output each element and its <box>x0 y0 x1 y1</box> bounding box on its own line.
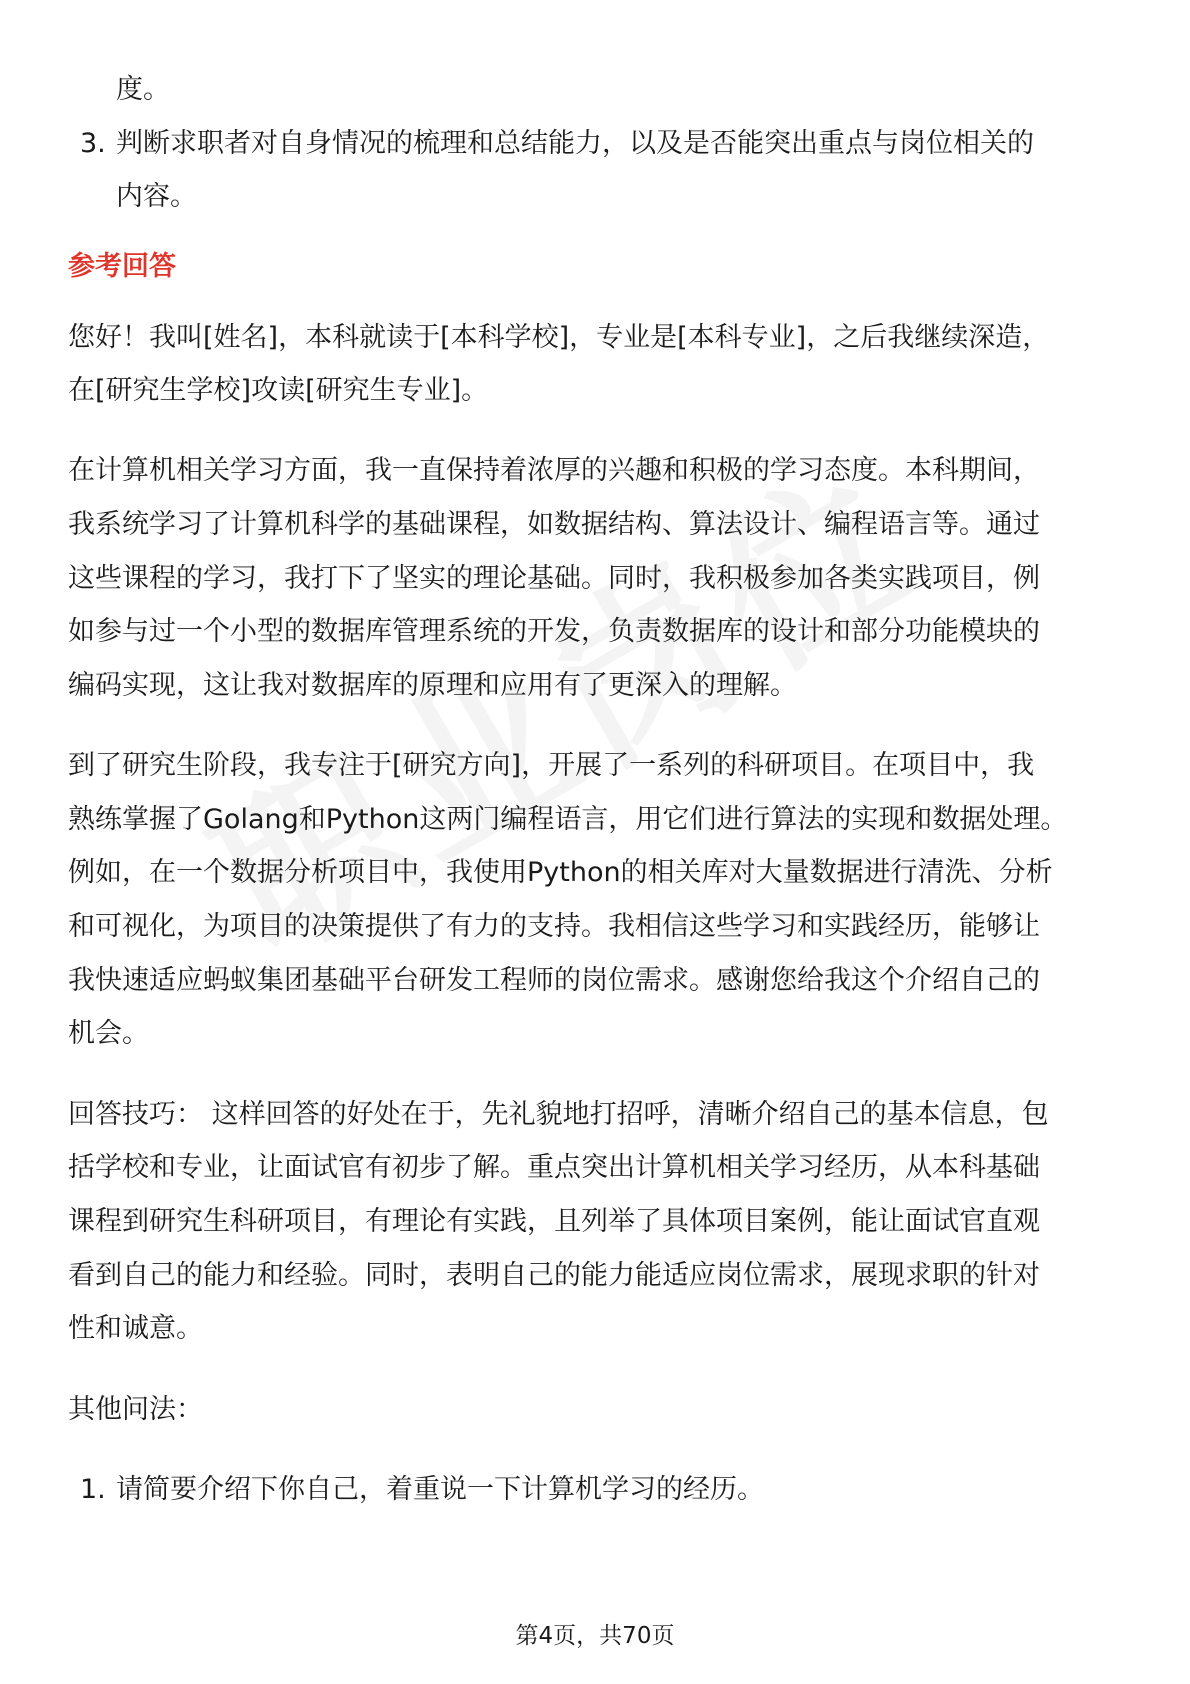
list-item-continuation: 度。 <box>116 74 170 105</box>
paragraph-line: 如参与过一个小型的数据库管理系统的开发，负责数据库的设计和部分功能模块的 <box>68 616 1040 647</box>
tips-line: 看到自己的能力和经验。同时，表明自己的能力能适应岗位需求，展现求职的针对 <box>68 1260 1040 1291</box>
paragraph-line: 在[研究生学校]攻读[研究生专业]。 <box>68 375 489 406</box>
page-footer: 第4页，共70页 <box>515 1623 675 1649</box>
paragraph-line: 和可视化，为项目的决策提供了有力的支持。我相信这些学习和实践经历，能够让 <box>68 911 1040 942</box>
list-item-line: 判断求职者对自身情况的梳理和总结能力，以及是否能突出重点与岗位相关的 <box>116 128 1034 159</box>
paragraph-line: 您好！我叫[姓名]，本科就读于[本科学校]，专业是[本科专业]，之后我继续深造， <box>68 322 1050 353</box>
tips-line: 回答技巧： 这样回答的好处在于，先礼貌地打招呼，清晰介绍自己的基本信息，包 <box>68 1099 1049 1130</box>
other-questions-heading: 其他问法： <box>68 1394 203 1425</box>
paragraph-line: 我快速适应蚂蚁集团基础平台研发工程师的岗位需求。感谢您给我这个介绍自己的 <box>68 965 1040 996</box>
paragraph-line: 编码实现，这让我对数据库的原理和应用有了更深入的理解。 <box>68 670 797 701</box>
paragraph-line: 机会。 <box>68 1018 149 1049</box>
list-item-line: 内容。 <box>116 181 197 212</box>
paragraph-line: 例如，在一个数据分析项目中，我使用Python的相关库对大量数据进行清洗、分析 <box>68 857 1053 888</box>
list-number: 1. <box>80 1474 106 1505</box>
paragraph-line: 我系统学习了计算机科学的基础课程，如数据结构、算法设计、编程语言等。通过 <box>68 509 1040 540</box>
tips-line: 性和诚意。 <box>68 1313 203 1344</box>
tips-line: 课程到研究生科研项目，有理论有实践，且列举了具体项目案例，能让面试官直观 <box>68 1206 1040 1237</box>
list-item-line: 请简要介绍下你自己，着重说一下计算机学习的经历。 <box>116 1474 764 1505</box>
reference-answer-heading: 参考回答 <box>68 251 176 282</box>
list-number: 3. <box>80 128 106 159</box>
tips-line: 括学校和专业，让面试官有初步了解。重点突出计算机相关学习经历，从本科基础 <box>68 1152 1040 1183</box>
paragraph-line: 在计算机相关学习方面，我一直保持着浓厚的兴趣和积极的学习态度。本科期间， <box>68 455 1040 486</box>
paragraph-line: 这些课程的学习，我打下了坚实的理论基础。同时，我积极参加各类实践项目，例 <box>68 563 1040 594</box>
paragraph-line: 熟练掌握了Golang和Python这两门编程语言，用它们进行算法的实现和数据处理。 <box>68 804 1068 835</box>
paragraph-line: 到了研究生阶段，我专注于[研究方向]，开展了一系列的科研项目。在项目中，我 <box>68 750 1035 781</box>
